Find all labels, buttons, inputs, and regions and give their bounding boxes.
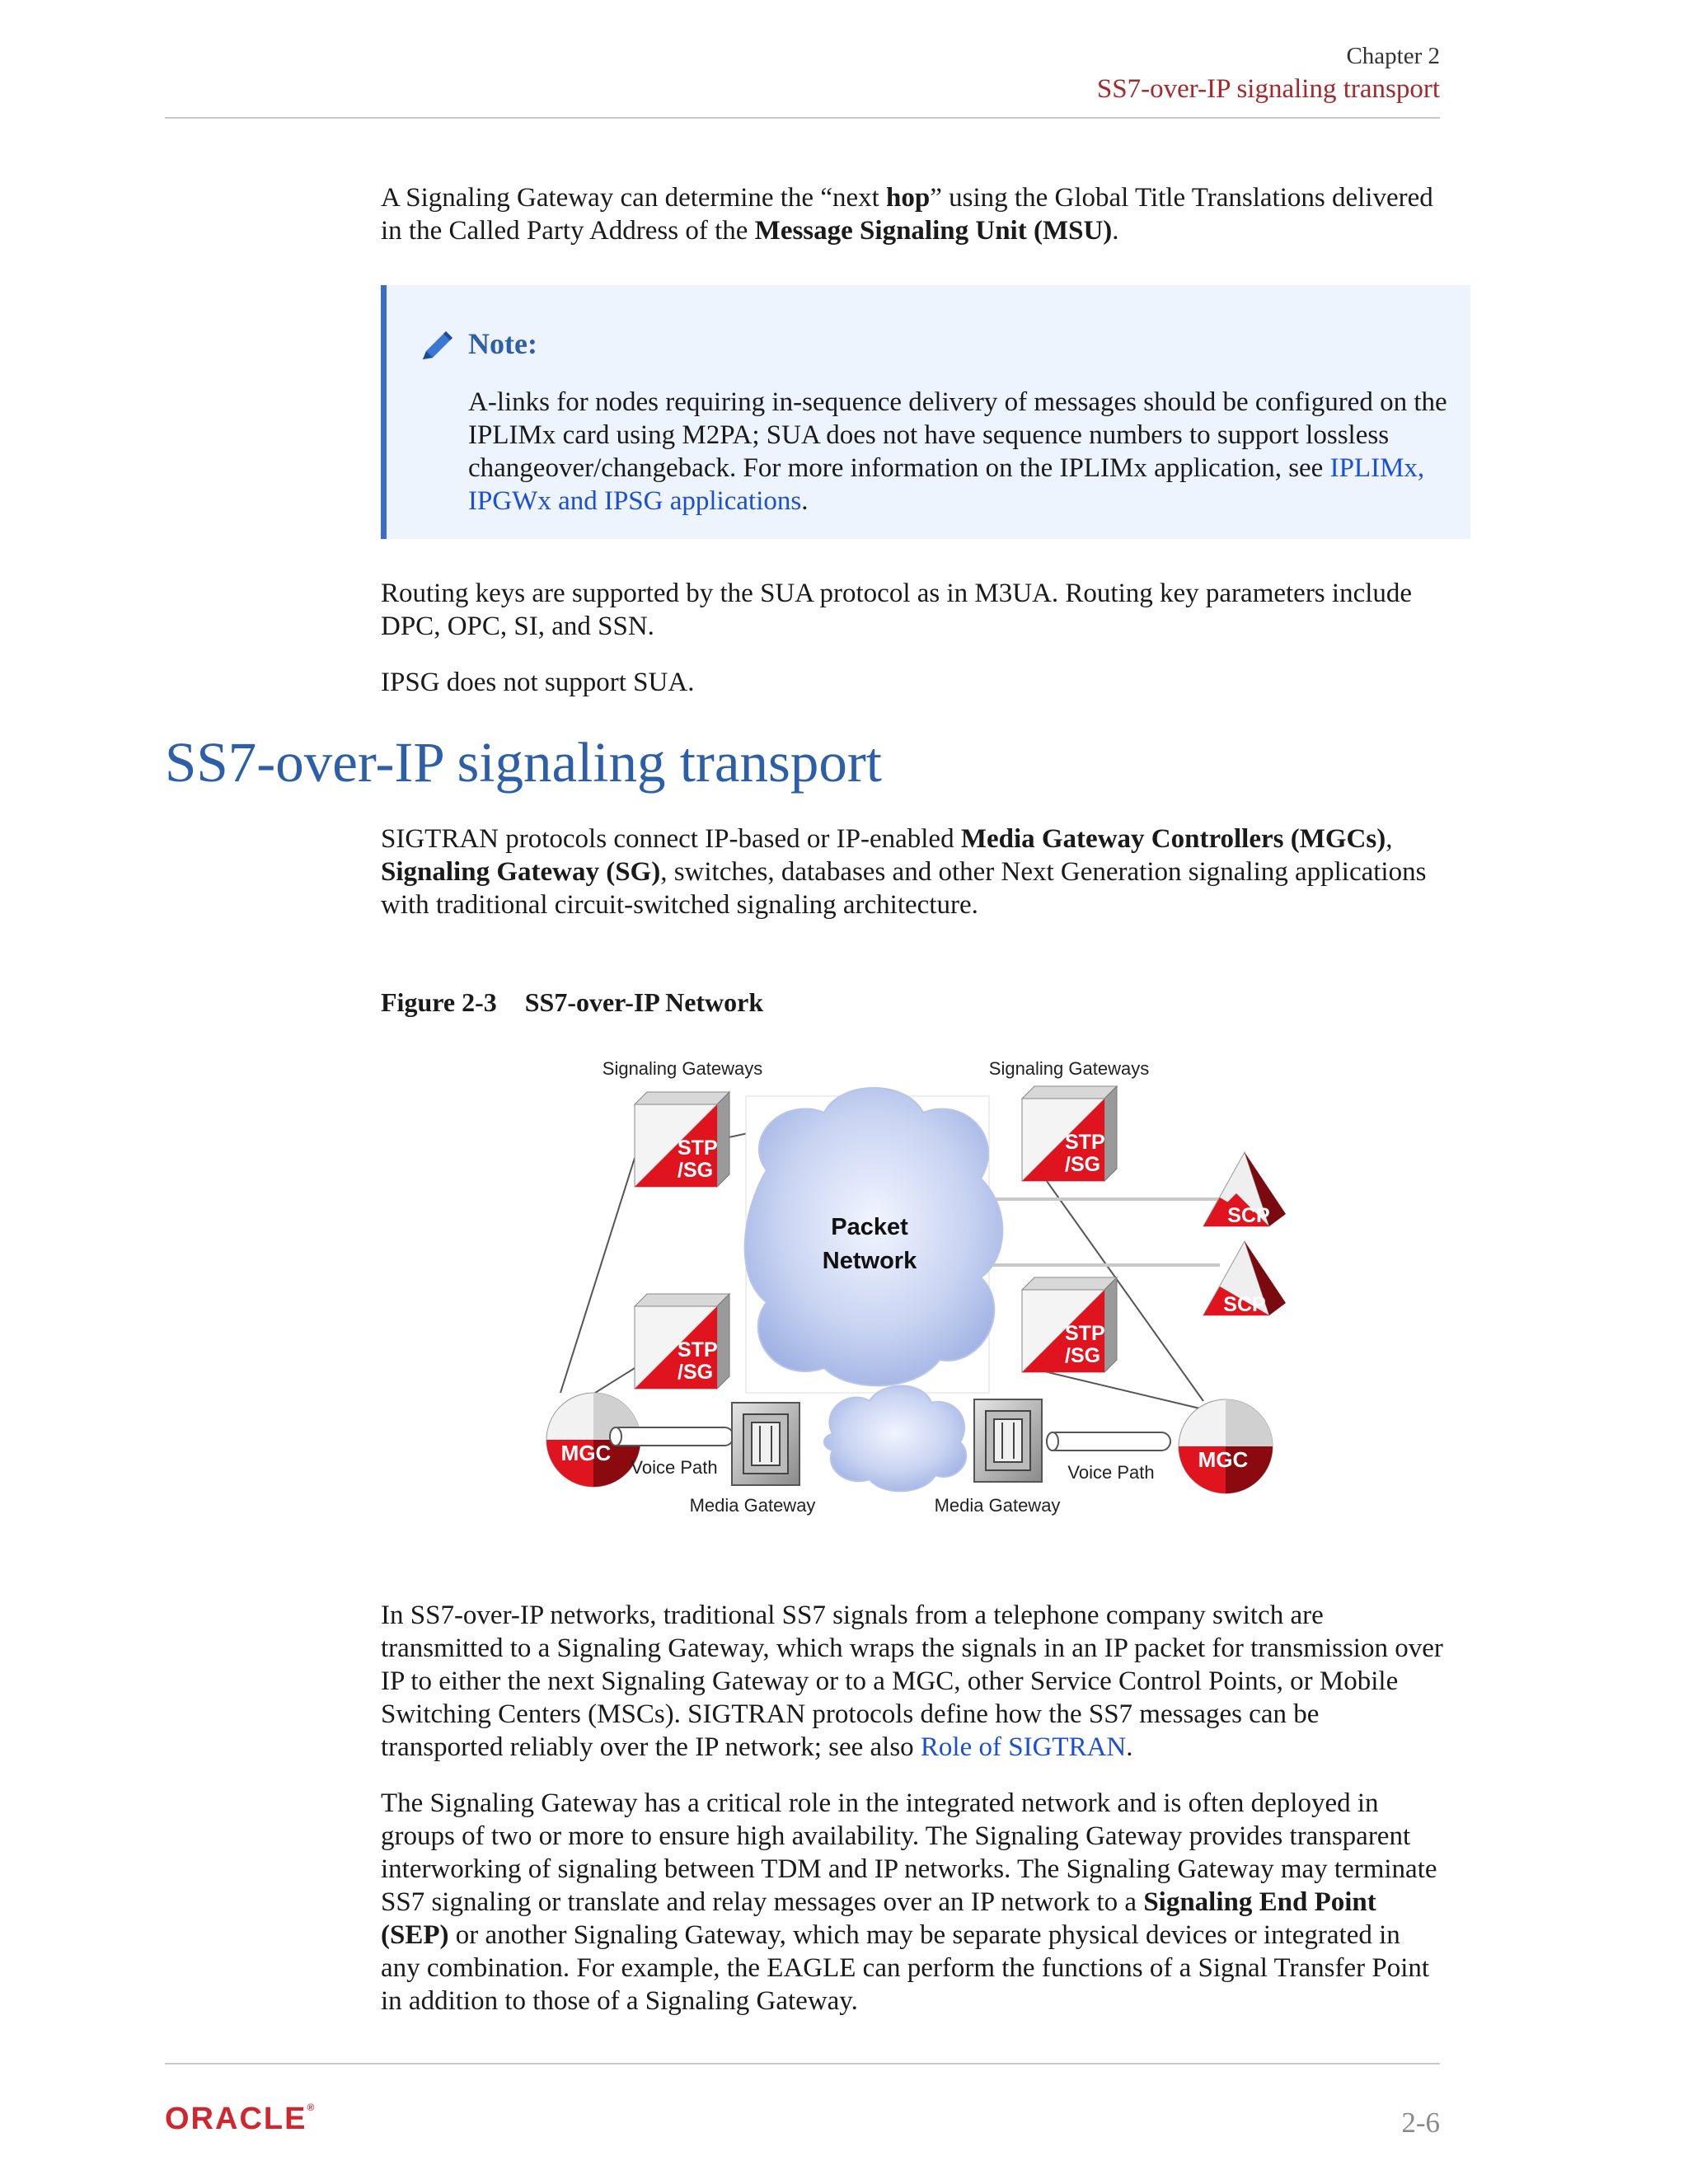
note-title: Note: xyxy=(468,327,537,360)
packet-label: Packet xyxy=(831,1214,908,1240)
scp-top xyxy=(1203,1152,1286,1227)
routing-paragraph: Routing keys are supported by the SUA protocol as in M3UA. Routing key parameters include DPC, OPC, SI, and SSN. xyxy=(381,579,1413,641)
section-heading: SS7-over-IP signaling transport xyxy=(165,731,882,794)
sigtran-paragraph: SIGTRAN protocols connect IP-based or IP-enabled Media Gateway Controllers (MGCs), Signaling Gateway (SG), switches, databases and other Next Generation signaling applications with traditional circuit-switched signaling architecture. xyxy=(381,824,1427,920)
svg-text:STP: STP xyxy=(1065,1131,1105,1154)
stp-sg-bottom-right xyxy=(1022,1277,1117,1372)
stp-sg-top-left xyxy=(635,1092,729,1187)
header-chapter: Chapter 2 xyxy=(1346,43,1440,69)
sg-label-left: Signaling Gateways xyxy=(602,1058,763,1079)
intro-paragraph: A Signaling Gateway can determine the “next hop” using the Global Title Translations delivered in the Called Party Address of the Message Signaling Unit (MSU). xyxy=(381,183,1433,246)
svg-text:Media Gateway: Media Gateway xyxy=(689,1495,816,1516)
svg-text:/SG: /SG xyxy=(678,1159,714,1182)
svg-text:MGC: MGC xyxy=(1198,1447,1249,1472)
scp-bottom xyxy=(1203,1241,1286,1316)
svg-text:STP: STP xyxy=(1065,1322,1105,1345)
sg-label-right: Signaling Gateways xyxy=(988,1058,1150,1079)
page-number: 2-6 xyxy=(1401,2107,1440,2139)
ip-lines xyxy=(989,1199,1220,1265)
oracle-logo: ORACLE® xyxy=(165,2102,315,2136)
mgc-right xyxy=(1179,1399,1273,1493)
iplimx-link[interactable]: IPLIMx, IPGWx and IPSG applications xyxy=(468,453,1425,516)
role-of-sigtran-link[interactable]: Role of SIGTRAN xyxy=(920,1732,1127,1762)
svg-text:STP: STP xyxy=(678,1338,718,1361)
svg-text:Voice Path: Voice Path xyxy=(1067,1462,1155,1483)
svg-text:SCP: SCP xyxy=(1227,1204,1270,1227)
svg-text:/SG: /SG xyxy=(678,1361,714,1384)
figure-title: SS7-over-IP Network xyxy=(524,987,764,1017)
voice-network-cloud xyxy=(824,1385,966,1491)
svg-text:Voice Path: Voice Path xyxy=(631,1457,718,1478)
header-rule xyxy=(165,117,1440,119)
note-text: A-links for nodes requiring in-sequence delivery of messages should be configured on the IPLIMx card using M2PA; SUA does not have sequence numbers to support lossless changeover/changeback. For more information on the IPLIMx application, see IPLIMx, IPGWx and IPSG applications. xyxy=(468,387,1447,516)
ss7-paragraph: In SS7-over-IP networks, traditional SS7 signals from a telephone company switch are transmitted to a Signaling Gateway, which wraps the signals in an IP packet for transmission over IP to either the next Signaling Gateway or to a MGC, other Service Control Points, or Mobile Switching Centers (MSCs). SIGTRAN protocols define how the SS7 messages can be transported reliably over the IP network; see also Role of SIGTRAN. xyxy=(381,1601,1443,1762)
svg-text:/SG: /SG xyxy=(1065,1344,1101,1367)
svg-text:Media Gateway: Media Gateway xyxy=(934,1495,1061,1516)
network-label: Network xyxy=(822,1248,917,1274)
voice-path-right xyxy=(1047,1432,1170,1483)
stp-sg-top-right xyxy=(1022,1086,1117,1181)
ipsg-paragraph: IPSG does not support SUA. xyxy=(381,668,695,697)
svg-text:STP: STP xyxy=(678,1137,718,1160)
svg-text:MGC: MGC xyxy=(560,1441,612,1465)
ss7-over-ip-network-diagram xyxy=(495,1047,1335,1533)
footer-rule xyxy=(165,2063,1440,2064)
stp-sg-bottom-left xyxy=(635,1294,729,1389)
svg-text:SCP: SCP xyxy=(1223,1293,1266,1316)
pencil-icon xyxy=(416,326,456,366)
figure-number: Figure 2-3 xyxy=(381,987,497,1017)
svg-text:/SG: /SG xyxy=(1065,1153,1101,1176)
header-section-title: SS7-over-IP signaling transport xyxy=(1096,74,1440,104)
sg-paragraph: The Signaling Gateway has a critical role in the integrated network and is often deployed in groups of two or more to ensure high availability. The Signaling Gateway provides transparent interworking of signaling between TDM and IP networks. The Signaling Gateway may terminate SS7 signaling or translate and relay messages over an IP network to a Signaling End Point (SEP) or another Signaling Gateway, which may be separate physical devices or integrated in any combination. For example, the EAGLE can perform the functions of a Signal Transfer Point in addition to those of a Signaling Gateway. xyxy=(381,1788,1437,2016)
figure-caption xyxy=(381,987,763,1018)
packet-network-cloud xyxy=(745,1088,1003,1393)
